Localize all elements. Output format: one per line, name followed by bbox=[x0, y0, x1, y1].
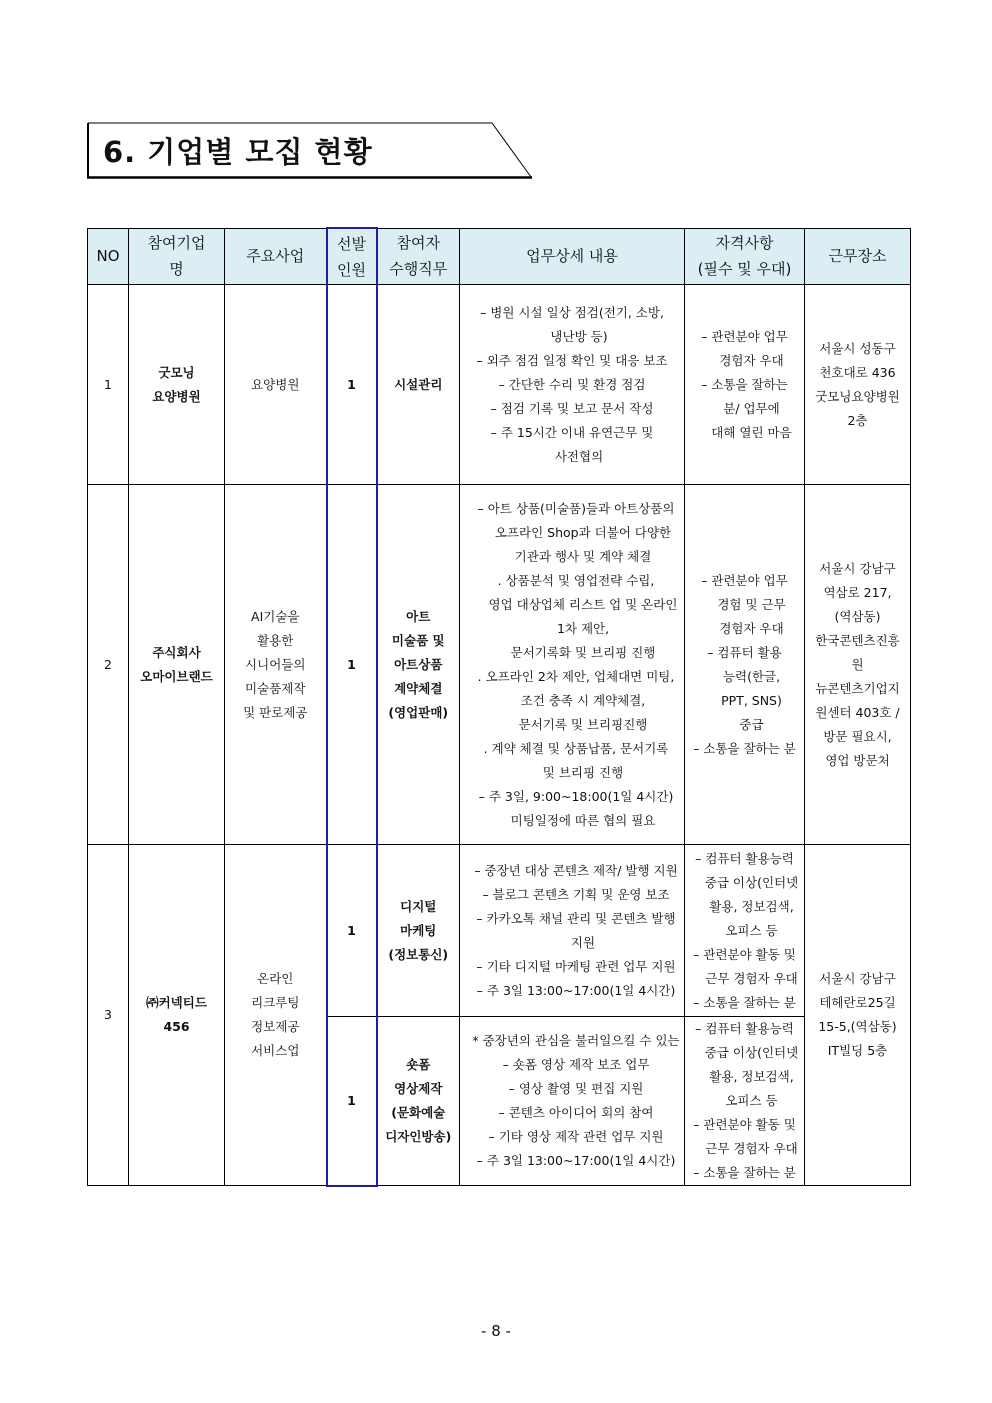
header-no: NO bbox=[88, 228, 129, 285]
qualifications: – 컴퓨터 활용능력 중급 이상(인터넷 활용, 정보검색, 오피스 등 – 관련분야 활동 및 근무 경험자 우대 – 소통을 잘하는 분 bbox=[685, 845, 805, 1017]
table-row bbox=[88, 485, 911, 845]
headcount: 1 bbox=[327, 485, 377, 845]
row-no: 3 bbox=[88, 845, 129, 1186]
header-row bbox=[88, 228, 911, 285]
qualifications: – 관련분야 업무 경험 및 근무 경험자 우대 – 컴퓨터 활용 능력(한글, PPT, SNS) 중급 – 소통을 잘하는 분 bbox=[685, 485, 805, 845]
header-role: 참여자 수행직무 bbox=[377, 228, 460, 285]
header-location: 근무장소 bbox=[805, 228, 911, 285]
page-number: - 8 - bbox=[481, 1322, 511, 1340]
work-location: 서울시 성동구 천호대로 436 굿모닝요양병원 2층 bbox=[805, 285, 911, 485]
headcount: 1 bbox=[327, 1017, 377, 1186]
header-company: 참여기업 명 bbox=[129, 228, 225, 285]
job-details: – 중장년 대상 콘텐츠 제작/ 발행 지원 – 블로그 콘텐츠 기획 및 운영 보조 – 카카오톡 채널 관리 및 콘텐츠 발행 지원 – 기타 디지털 마케팅 관련 업무 지원 – 주 3일 13:00~17:00(1일 4시간) bbox=[460, 845, 685, 1017]
job-details: – 병원 시설 일상 점검(전기, 소방, 냉난방 등) – 외주 점검 일정 확인 및 대응 보조 – 간단한 수리 및 환경 점검 – 점검 기록 및 보고 문서 작성 – 주 15시간 이내 유연근무 및 사전협의 bbox=[460, 285, 685, 485]
row-no: 1 bbox=[88, 285, 129, 485]
qualifications: – 관련분야 업무 경험자 우대 – 소통을 잘하는 분/ 업무에 대해 열린 마음 bbox=[685, 285, 805, 485]
headcount: 1 bbox=[327, 845, 377, 1017]
header-details: 업무상세 내용 bbox=[460, 228, 685, 285]
section-title: 6. 기업별 모집 현황 bbox=[103, 135, 373, 169]
header-count: 선발 인원 bbox=[327, 228, 377, 285]
section-title-box bbox=[87, 122, 531, 178]
header-qualifications: 자격사항 (필수 및 우대) bbox=[685, 228, 805, 285]
main-business: AI기술을 활용한 시니어들의 미술품제작 및 판로제공 bbox=[225, 485, 327, 845]
company-name: 굿모닝 요양병원 bbox=[129, 285, 225, 485]
qualifications: – 컴퓨터 활용능력 중급 이상(인터넷 활용, 정보검색, 오피스 등 – 관련분야 활동 및 근무 경험자 우대 – 소통을 잘하는 분 bbox=[685, 1017, 805, 1186]
work-location: 서울시 강남구 테헤란로25길 15-5,(역삼동) IT빌딩 5층 bbox=[805, 845, 911, 1186]
company-name: 주식회사 오마이브랜드 bbox=[129, 485, 225, 845]
job-details: – 아트 상품(미술품)들과 아트상품의 오프라인 Shop과 더불어 다양한 기관과 행사 및 계약 체결 . 상품분석 및 영업전략 수립, 영업 대상업체 리스트 업 및 온라인 1차 제안, 문서기록화 및 브리핑 진행 . 오프라인 2차 제안, 업체대면 미팅, 조건 충족 시 계약체결, 문서기록 및 브리핑진행 . 계약 체결 및 상품납품, 문서기록 및 브리핑 진행 – 주 3일, 9:00~18:00(1일 4시간) 미팅일정에 따른 협의 필요 bbox=[460, 485, 685, 845]
table-row bbox=[88, 285, 911, 485]
header-business: 주요사업 bbox=[225, 228, 327, 285]
company-name: ㈜커넥티드 456 bbox=[129, 845, 225, 1186]
table-row bbox=[88, 845, 911, 1017]
row-no: 2 bbox=[88, 485, 129, 845]
headcount: 1 bbox=[327, 285, 377, 485]
work-location: 서울시 강남구 역삼로 217, (역삼동) 한국콘텐츠진흥 원 뉴콘텐츠기업지 원센터 403호 / 방문 필요시, 영업 방문처 bbox=[805, 485, 911, 845]
job-details: * 중장년의 관심을 불러일으킬 수 있는 – 숏폼 영상 제작 보조 업무 – 영상 촬영 및 편집 지원 – 콘텐츠 아이디어 회의 참여 – 기타 영상 제작 관련 업무 지원 – 주 3일 13:00~17:00(1일 4시간) bbox=[460, 1017, 685, 1186]
role: 시설관리 bbox=[377, 285, 460, 485]
main-business: 온라인 리크루팅 정보제공 서비스업 bbox=[225, 845, 327, 1186]
role: 아트 미술품 및 아트상품 계약체결 (영업판매) bbox=[377, 485, 460, 845]
main-business: 요양병원 bbox=[225, 285, 327, 485]
recruitment-table bbox=[87, 227, 911, 1187]
role: 디지털 마케팅 (정보통신) bbox=[377, 845, 460, 1017]
role: 숏폼 영상제작 (문화예술 디자인방송) bbox=[377, 1017, 460, 1186]
